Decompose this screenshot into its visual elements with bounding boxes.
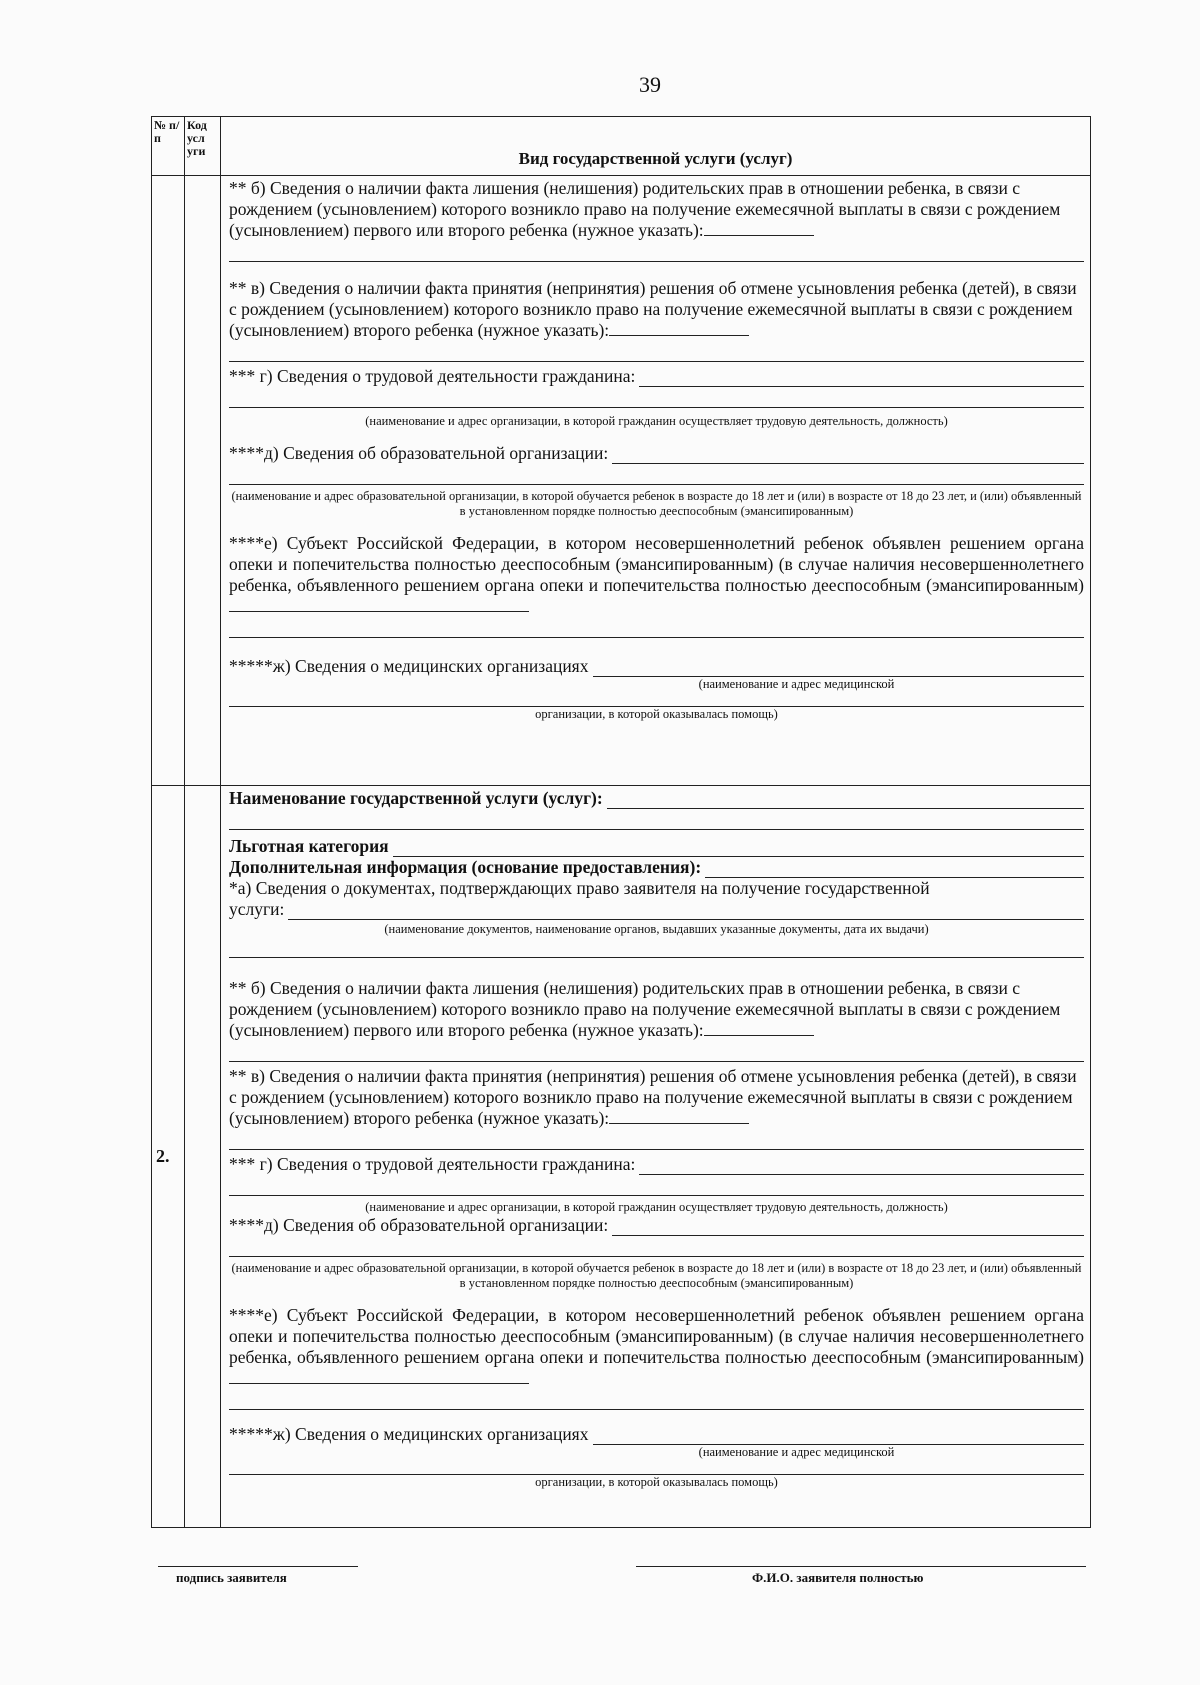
category-field[interactable] [393,838,1084,857]
item-b-extra-line[interactable] [229,241,1084,262]
item-g-text: *** г) Сведения о трудовой деятельности гражданина: [229,366,636,386]
item-zh-extra-line[interactable] [229,692,1084,707]
item-d-field[interactable] [612,445,1084,464]
item-a-row [229,899,1084,920]
s2-item-d-extra-line[interactable] [229,1236,1084,1257]
item-g-note: (наименование и адрес организации, в которой гражданин осуществляет трудовую деятельность, должность) [365,414,948,428]
item-d-extra-line[interactable] [229,464,1084,485]
section-1-content [221,176,1091,786]
item-d-note: (наименование и адрес образовательной организации, в которой обучается ребенок в возрасте до 18 лет и (или) в возрасте от 18 до 23 лет, и (или) объявленный в установленном порядке полностью дееспособным (эмансипированным) [231,489,1082,518]
table-row-section-1 [152,176,1091,786]
s2-item-v-extra-line[interactable] [229,1129,1084,1150]
s2-item-d-note: (наименование и адрес образовательной организации, в которой обучается ребенок в возрасте до 18 лет и (или) в возрасте от 18 до 23 лет, и (или) объявленный в установленном порядке полностью дееспособным (эмансипированным) [231,1261,1082,1290]
section-2-content [221,786,1091,1528]
s2-item-v-field[interactable] [609,1109,749,1124]
table-header-row [152,117,1091,176]
category-label: Льготная категория [229,836,389,856]
item-a-extra-line[interactable] [229,937,1084,958]
extra-info-label: Дополнительная информация (основание предоставления): [229,857,702,877]
item-a-text: *а) Сведения о документах, подтверждающих право заявителя на получение государственной [229,878,930,898]
s2-item-e-field[interactable] [229,1369,529,1384]
s2-item-zh-row [229,1424,1084,1445]
service-name-field[interactable] [607,790,1084,809]
item-g-extra-line[interactable] [229,387,1084,408]
s2-item-zh-field[interactable] [593,1426,1085,1445]
section-2-number: 2. [152,786,185,1528]
item-e-field[interactable] [229,597,529,612]
section-2-code-cell [185,786,221,1528]
item-d-row [229,443,1084,464]
item-e-text: ****е) Субъект Российской Федерации, в котором несовершеннолетний ребенок объявлен решением органа опеки и попечительства полностью дееспособным (эмансипированным) (в случае наличия несовершеннолетнего ребенка, объявленного решением органа опеки и попечительства полностью дееспособным (эмансипированным) [229,533,1084,595]
item-e-extra-line[interactable] [229,617,1084,638]
service-form-table [151,116,1091,1528]
item-v-text: ** в) Сведения о наличии факта принятия (непринятия) решения об отмене усыновления ребенка (детей), в связи с рождением (усыновлением) которого возникло право на получение ежемесячной выплаты в связи с рождением (усыновлением) второго ребенка (нужное указать): [229,278,1077,340]
s2-item-b-field[interactable] [704,1021,814,1036]
table-row-section-2 [152,786,1091,1528]
item-zh-text: *****ж) Сведения о медицинских организациях [229,656,589,676]
item-b-block [229,178,1084,262]
s2-item-b-block [229,978,1084,1062]
s2-item-zh-note-1: (наименование и адрес медицинской [698,1445,895,1459]
s2-item-d-field[interactable] [612,1217,1084,1236]
item-a-text-2: услуги: [229,899,285,919]
s2-item-zh-extra-line[interactable] [229,1460,1084,1475]
item-zh-field[interactable] [593,658,1085,677]
page-number: 39 [639,72,661,97]
item-b-text: ** б) Сведения о наличии факта лишения (нелишения) родительских прав в отношении ребенка, в связи с рождением (усыновлением) которого возникло право на получение ежемесячной выплаты в связи с рождением (усыновлением) первого или второго ребенка (нужное указать): [229,178,1061,240]
s2-item-v-text: ** в) Сведения о наличии факта принятия (непринятия) решения об отмене усыновления ребенка (детей), в связи с рождением (усыновлением) которого возникло право на получение ежемесячной выплаты в связи с рождением (усыновлением) второго ребенка (нужное указать): [229,1066,1077,1128]
s2-item-b-text: ** б) Сведения о наличии факта лишения (нелишения) родительских прав в отношении ребенка, в связи с рождением (усыновлением) которого возникло право на получение ежемесячной выплаты в связи с рождением (усыновлением) первого или второго ребенка (нужное указать): [229,978,1061,1040]
service-name-extra-line[interactable] [229,809,1084,830]
item-g-row [229,366,1084,387]
item-zh-note-1: (наименование и адрес медицинской [698,677,895,691]
signature-label: подпись заявителя [176,1570,287,1585]
s2-item-v-block [229,1066,1084,1150]
s2-item-b-extra-line[interactable] [229,1041,1084,1062]
fio-label: Ф.И.О. заявителя полностью [752,1570,924,1585]
signature-line[interactable] [158,1566,358,1567]
s2-item-g-text: *** г) Сведения о трудовой деятельности гражданина: [229,1154,636,1174]
item-v-field[interactable] [609,321,749,336]
s2-item-g-note: (наименование и адрес организации, в которой гражданин осуществляет трудовую деятельность, должность) [365,1200,948,1214]
s2-item-e-text: ****е) Субъект Российской Федерации, в котором несовершеннолетний ребенок объявлен решением органа опеки и попечительства полностью дееспособным (эмансипированным) (в случае наличия несовершеннолетнего ребенка, объявленного решением органа опеки и попечительства полностью дееспособным (эмансипированным) [229,1305,1084,1367]
extra-info-row [229,857,1084,878]
s2-item-g-row [229,1154,1084,1175]
s2-item-d-text: ****д) Сведения об образовательной организации: [229,1215,609,1235]
column-header-code: Код усл уги [185,117,221,176]
category-row [229,836,1084,857]
item-v-block [229,278,1084,362]
service-name-row [229,788,1084,809]
section-1-number-cell [152,176,185,786]
item-zh-row [229,656,1084,677]
item-v-extra-line[interactable] [229,341,1084,362]
item-e-block [229,533,1084,617]
s2-item-zh-note-2: организации, в которой оказывалась помощь) [535,1475,778,1489]
item-a-field[interactable] [288,901,1084,920]
s2-item-e-extra-line[interactable] [229,1389,1084,1410]
column-header-service: Вид государственной услуги (услуг) [221,117,1091,176]
s2-item-g-extra-line[interactable] [229,1175,1084,1196]
column-header-number: № п/ п [152,117,185,176]
item-zh-note-2: организации, в которой оказывалась помощь) [535,707,778,721]
item-a-note: (наименование документов, наименование органов, выдавших указанные документы, дата их выдачи) [384,922,929,936]
s2-item-g-field[interactable] [639,1156,1084,1175]
item-g-field[interactable] [639,368,1084,387]
extra-info-field[interactable] [705,859,1084,878]
s2-item-d-row [229,1215,1084,1236]
item-b-field[interactable] [704,221,814,236]
service-name-label: Наименование государственной услуги (услуг): [229,788,603,808]
s2-item-zh-text: *****ж) Сведения о медицинских организациях [229,1424,589,1444]
item-d-text: ****д) Сведения об образовательной организации: [229,443,609,463]
section-1-code-cell [185,176,221,786]
s2-item-e-block [229,1305,1084,1389]
fio-line[interactable] [636,1566,1086,1567]
